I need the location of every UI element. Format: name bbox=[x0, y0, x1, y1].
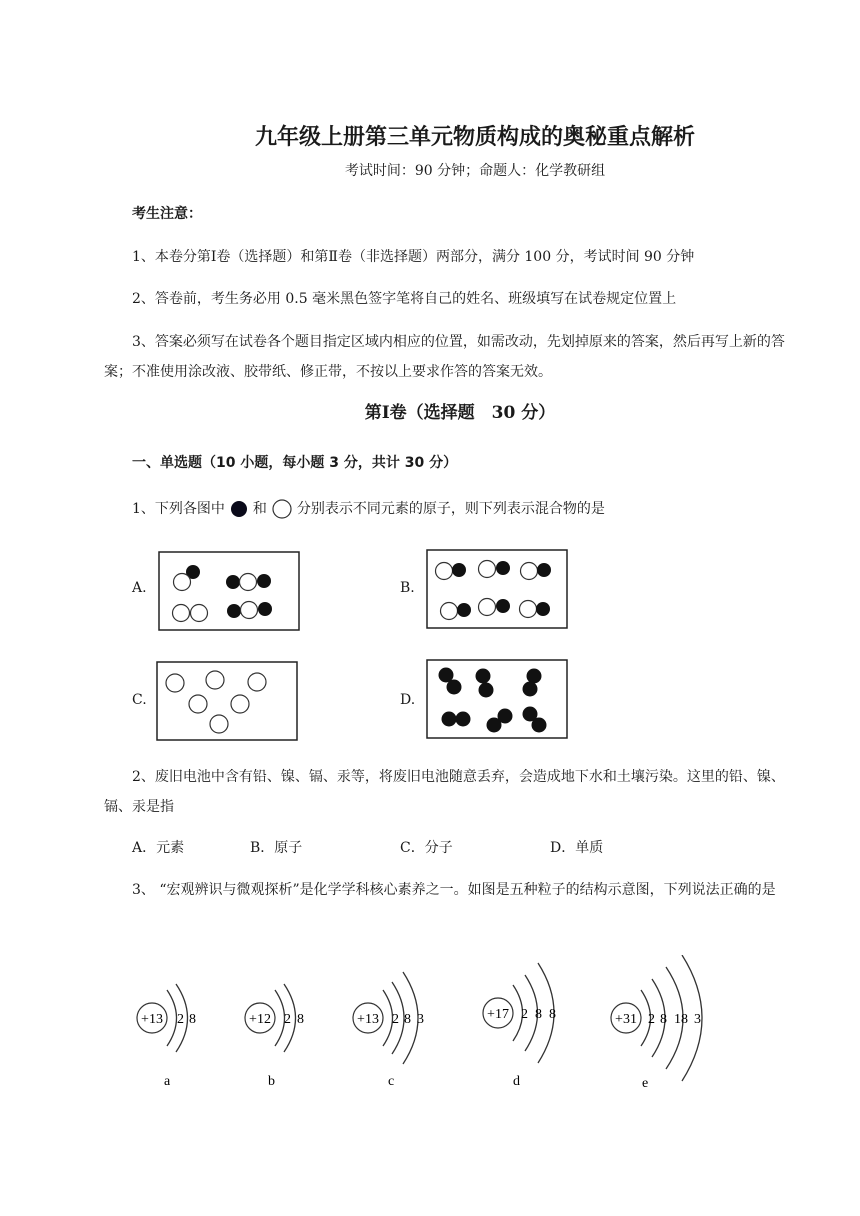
atom-d-nucleus: +17 bbox=[487, 1007, 509, 1022]
atom-b-shell-1: 2 bbox=[284, 1012, 291, 1027]
page-title: 九年级上册第三单元物质构成的奥秘重点解析 bbox=[254, 125, 695, 150]
atom-e-shell-2: 8 bbox=[660, 1012, 667, 1027]
atom-d-shell-2: 8 bbox=[535, 1007, 542, 1022]
atom-c-shell-2: 8 bbox=[404, 1012, 411, 1027]
section-title: 第Ⅰ卷（选择题 30 分） bbox=[364, 403, 556, 423]
atom-b-diagram bbox=[245, 984, 304, 1089]
atom-b-label: b bbox=[268, 1074, 275, 1089]
atom-e-label: e bbox=[642, 1076, 649, 1091]
atom-e-shell-1: 2 bbox=[648, 1012, 655, 1027]
question-1-stem bbox=[132, 495, 605, 523]
atom-c-label: c bbox=[388, 1074, 395, 1089]
atom-structure-diagrams bbox=[120, 955, 720, 1095]
option-a-diagram bbox=[158, 551, 300, 631]
option-d-diagram bbox=[426, 659, 568, 739]
atom-d-shell-1: 2 bbox=[521, 1007, 528, 1022]
atom-c-shell-3: 3 bbox=[417, 1012, 424, 1027]
q1-text-after: 分别表示不同元素的原子，则下列表示混合物的是 bbox=[296, 501, 605, 517]
white-atom-icon bbox=[270, 497, 294, 521]
atom-e-shell-3: 18 bbox=[674, 1012, 688, 1027]
atom-c-nucleus: +13 bbox=[357, 1012, 379, 1027]
atom-d-shell-3: 8 bbox=[549, 1007, 556, 1022]
q2-choice-b: B．原子 bbox=[250, 840, 303, 856]
atom-d-label: d bbox=[513, 1074, 520, 1089]
q2-choice-c: C．分子 bbox=[400, 840, 453, 856]
notice-item-1: 1、本卷分第Ⅰ卷（选择题）和第Ⅱ卷（非选择题）两部分，满分 100 分，考试时间 90 分钟 bbox=[132, 249, 695, 265]
atom-a-diagram bbox=[137, 984, 196, 1089]
atom-e-nucleus: +31 bbox=[615, 1012, 637, 1027]
black-atom-icon bbox=[228, 498, 250, 520]
q1-text-before: 1、下列各图中 bbox=[132, 501, 225, 517]
notice-item-2: 2、答卷前，考生务必用 0.5 毫米黑色签字笔将自己的姓名、班级填写在试卷规定位置上 bbox=[132, 291, 677, 307]
part-title: 一、单选题（10 小题，每小题 3 分，共计 30 分） bbox=[132, 455, 458, 471]
atom-a-shell-1: 2 bbox=[177, 1012, 184, 1027]
notice-item-3: 3、答案必须写在试卷各个题目指定区域内相应的位置，如需改动，先划掉原来的答案，然后再写上新的答案；不准使用涂改液、胶带纸、修正带，不按以上要求作答的答案无效。 bbox=[104, 334, 785, 380]
option-d-label: D. bbox=[400, 692, 416, 708]
option-c-label: C. bbox=[132, 692, 147, 708]
atom-b-nucleus: +12 bbox=[249, 1012, 271, 1027]
option-b-label: B. bbox=[400, 580, 415, 596]
atom-c-diagram bbox=[353, 972, 424, 1089]
atom-d-diagram bbox=[483, 963, 556, 1089]
exam-info: 考试时间：90 分钟；命题人：化学教研组 bbox=[344, 163, 606, 179]
question-2-stem: 2、废旧电池中含有铅、镍、镉、汞等，将废旧电池随意丢弃，会造成地下水和土壤污染。这里的铅、镍、镉、汞是指 bbox=[104, 769, 785, 815]
atom-b-shell-2: 8 bbox=[297, 1012, 304, 1027]
q1-text-middle: 和 bbox=[252, 501, 267, 517]
atom-a-nucleus: +13 bbox=[141, 1012, 163, 1027]
atom-e-shell-4: 3 bbox=[694, 1012, 701, 1027]
question-3-stem: 3、 “宏观辨识与微观探析”是化学学科核心素养之一。如图是五种粒子的结构示意图，下列说法正确的是 bbox=[132, 882, 776, 898]
option-c-diagram bbox=[156, 661, 298, 741]
option-a-label: A. bbox=[132, 580, 147, 596]
atom-a-label: a bbox=[164, 1074, 171, 1089]
atom-c-shell-1: 2 bbox=[392, 1012, 399, 1027]
option-b-diagram bbox=[426, 549, 568, 629]
atom-a-shell-2: 8 bbox=[189, 1012, 196, 1027]
q2-choice-d: D．单质 bbox=[550, 840, 604, 856]
atom-e-diagram bbox=[611, 955, 702, 1091]
notice-heading: 考生注意： bbox=[132, 206, 202, 222]
q2-choice-a: A．元素 bbox=[132, 840, 185, 856]
